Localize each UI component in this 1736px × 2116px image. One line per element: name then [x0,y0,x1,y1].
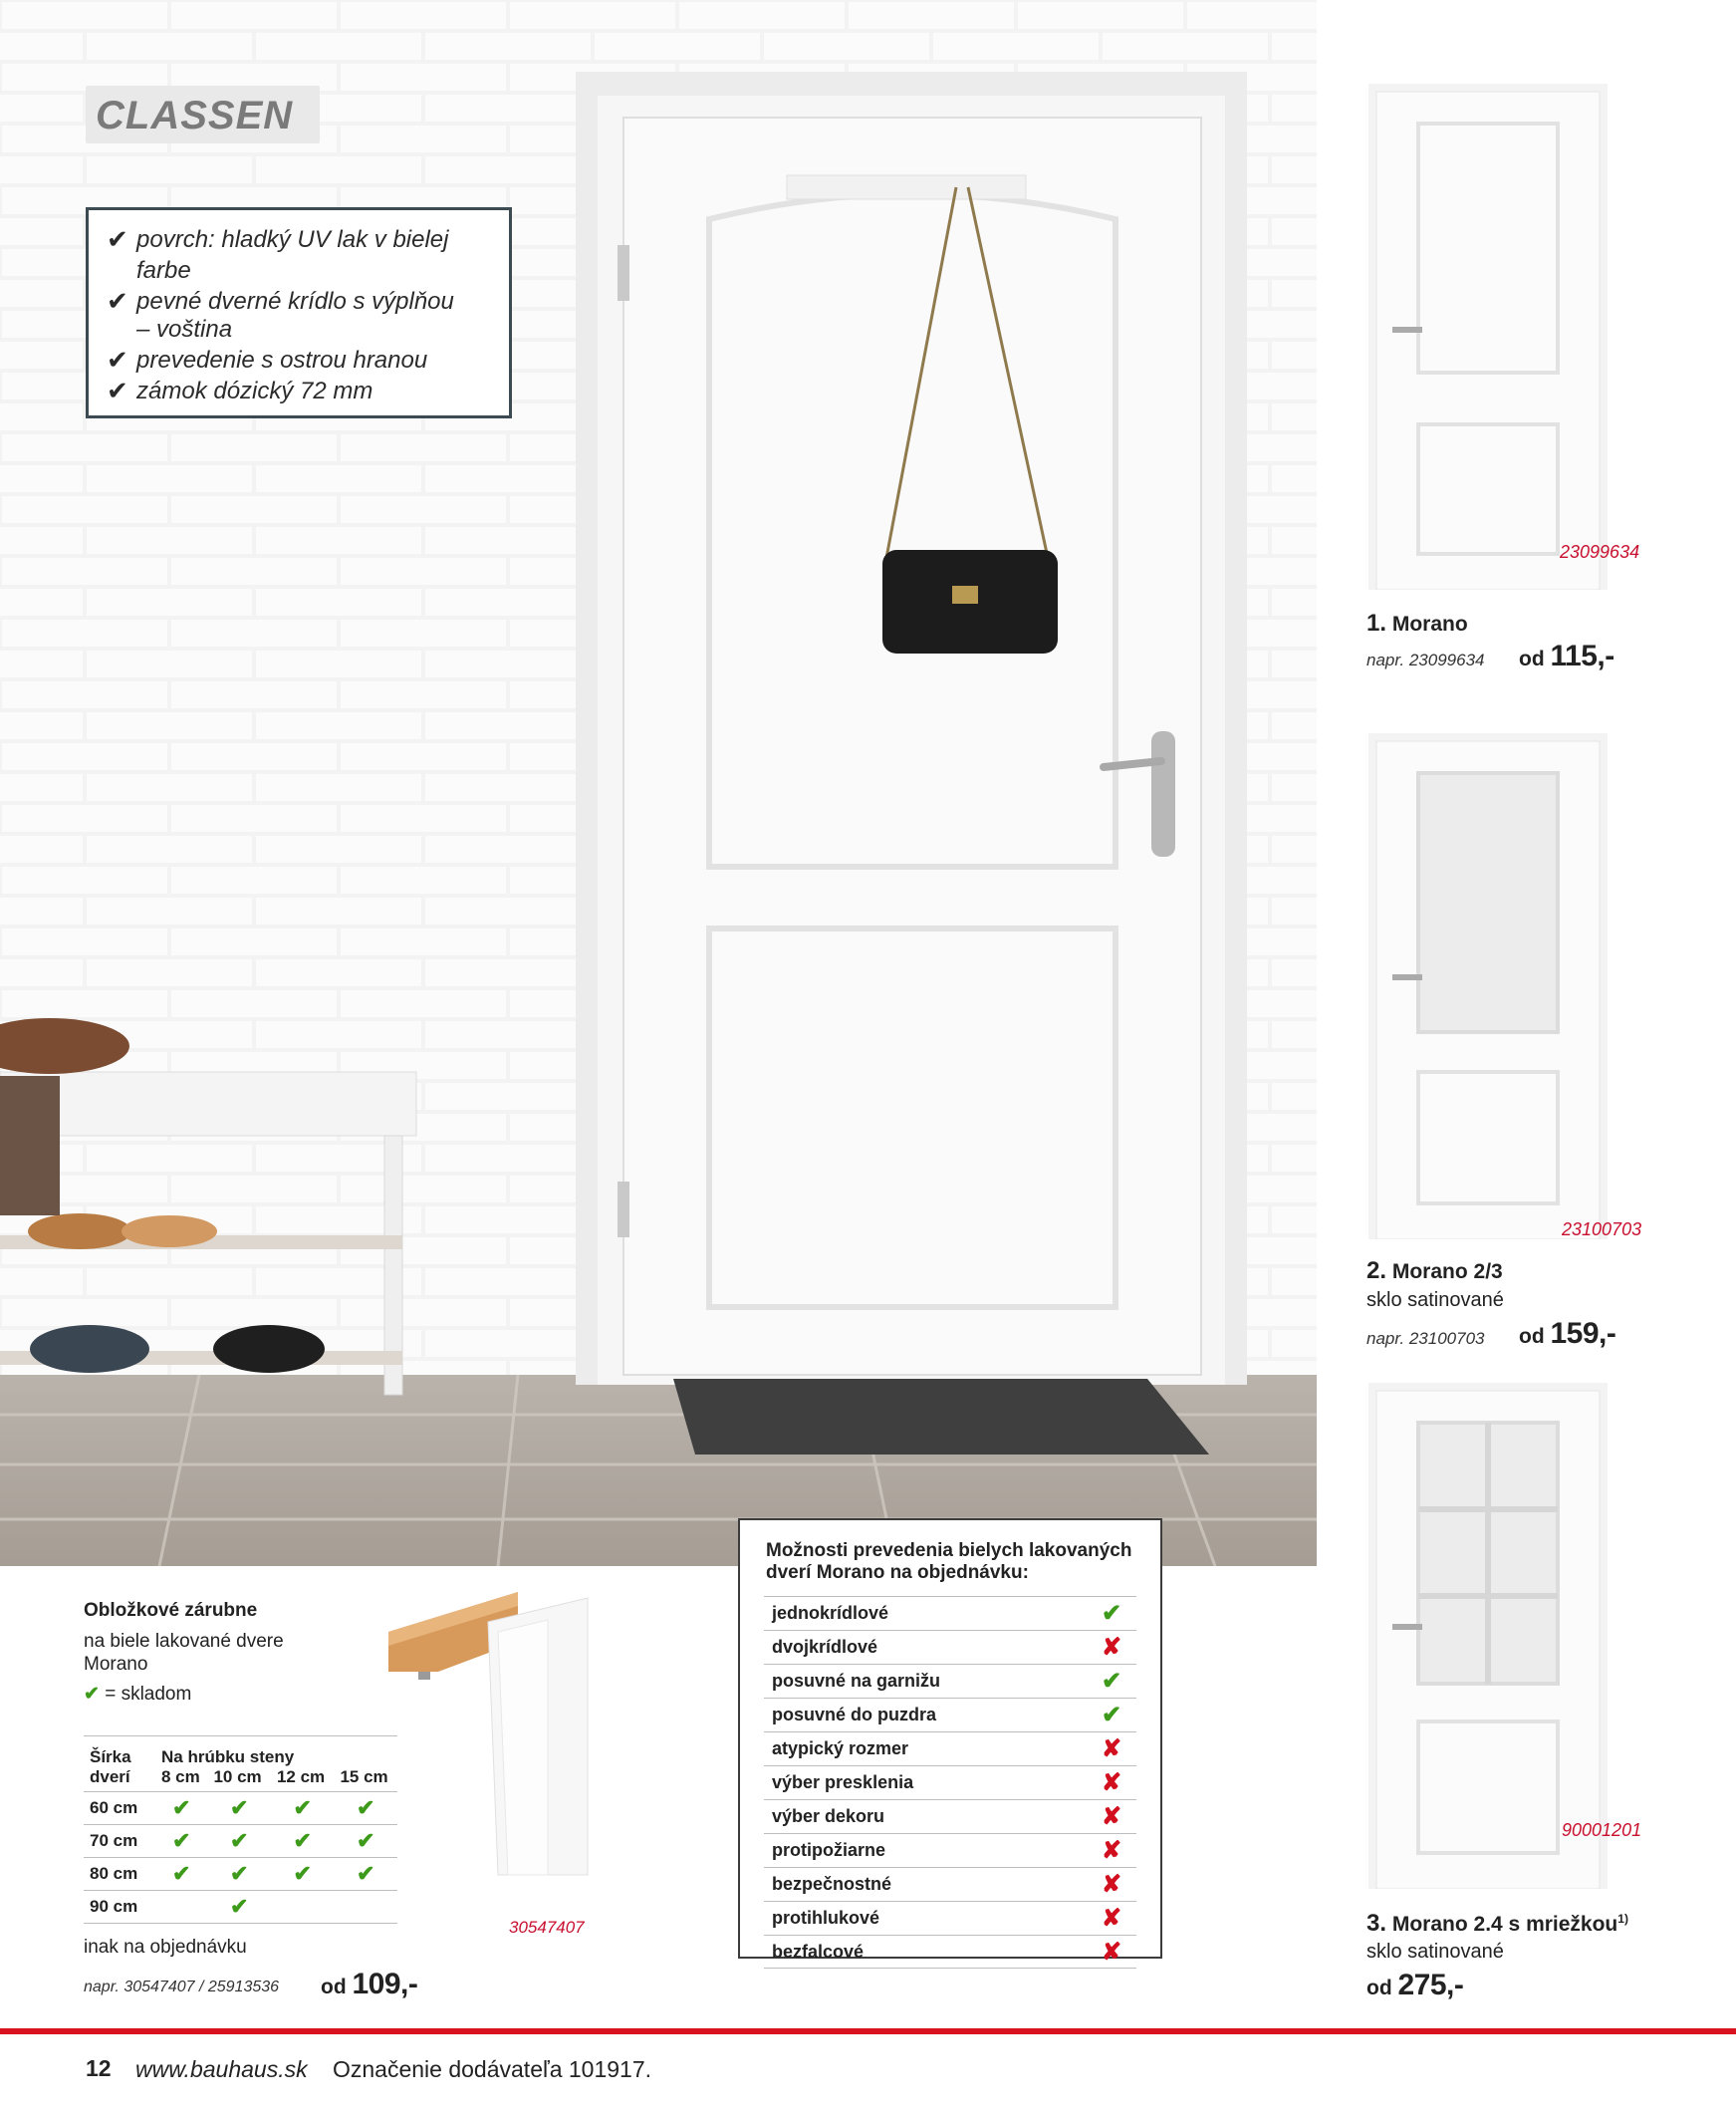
check-icon: ✔ [207,1858,271,1891]
product-1-napr: napr. 23099634 [1366,651,1485,669]
door-width-cell: 70 cm [84,1825,155,1858]
frames-price [321,1968,417,2001]
door-width-cell: 90 cm [84,1891,155,1924]
option-label: výber dekoru [772,1806,885,1826]
check-icon: ✔ [107,224,128,254]
product-3-title: Morano 2.4 s mriežkou [1391,1913,1618,1936]
thickness-header: 8 cm [161,1767,200,1786]
price-prefix: od [1519,648,1545,670]
table-row [84,1792,397,1825]
frames-subtitle: na biele lakované dvere [84,1631,284,1652]
thickness-header: 12 cm [276,1767,326,1786]
option-row [764,1867,1136,1901]
product-1-number: 1. [1366,610,1387,637]
door-frame-image [388,1592,598,1881]
cross-icon: ✘ [1101,1871,1122,1898]
check-icon: ✔ [271,1825,335,1858]
table-header-row [84,1739,397,1767]
check-icon: ✔ [84,1684,100,1705]
product-3-name [1366,1910,1628,1938]
logo-text: CLASSEN [96,94,294,137]
check-icon: ✔ [207,1891,271,1924]
option-label: posuvné na garnižu [772,1671,941,1691]
cross-icon: ✘ [1101,1837,1122,1864]
empty-cell [271,1891,335,1924]
thickness-header: 15 cm [340,1767,388,1786]
check-icon: ✔ [1101,1600,1122,1627]
check-icon: ✔ [155,1858,207,1891]
option-label: protihlukové [772,1908,880,1928]
check-icon: ✔ [334,1858,397,1891]
option-row [764,1901,1136,1935]
option-row [764,1833,1136,1867]
option-label: posuvné do puzdra [772,1705,937,1724]
feature-text: prevedenie s ostrou hranou [136,347,428,374]
product-2-napr: napr. 23100703 [1366,1329,1485,1348]
option-label: dvojkrídlové [772,1637,878,1657]
width-header: Šírka dverí [90,1747,131,1786]
product-3-image [1368,1383,1608,1889]
table-row [84,1891,397,1924]
product-1-price [1519,640,1614,673]
classen-logo [86,86,320,143]
cross-icon: ✘ [1101,1938,1122,1966]
price-prefix: od [321,1976,347,1998]
frame-code-tag: 30547407 [509,1918,585,1937]
product-3-number: 3. [1366,1910,1387,1937]
feature-item [107,345,495,376]
empty-cell [155,1891,207,1924]
options-list [764,1596,1136,1969]
table-row [84,1858,397,1891]
option-row [764,1630,1136,1664]
product-1-image [1368,84,1608,590]
option-row [764,1596,1136,1630]
frames-availability-table [84,1739,397,1924]
feature-text: povrch: hladký UV lak v bielej farbe [136,226,449,284]
cross-icon: ✘ [1101,1803,1122,1830]
features-box [86,207,512,418]
product-2-title: Morano 2/3 [1391,1260,1503,1283]
product-3-code-tag: 90001201 [1562,1820,1642,1840]
feature-text: zámok dózický 72 mm [136,378,373,404]
product-3-price [1366,1969,1463,2002]
cross-icon: ✘ [1101,1769,1122,1796]
price-value: 109,- [352,1968,418,2000]
table-rule [84,1735,397,1736]
check-icon: ✔ [334,1792,397,1825]
feature-item [107,286,495,317]
option-label: protipožiarne [772,1840,886,1860]
frames-other-note: inak na objednávku [84,1937,247,1958]
frames-table-body [84,1792,397,1924]
door-width-cell: 80 cm [84,1858,155,1891]
order-options-box [738,1518,1162,1966]
option-row [764,1664,1136,1698]
feature-item [107,224,495,286]
frames-napr: napr. 30547407 / 25913536 [84,1979,280,1995]
feature-item [107,376,495,406]
product-1-name [1366,610,1468,638]
check-icon: ✔ [107,345,128,375]
check-icon: ✔ [1101,1702,1122,1728]
option-row [764,1698,1136,1731]
feature-text: – voština [136,316,233,343]
price-value: 275,- [1397,1969,1464,2001]
product-2-number: 2. [1366,1257,1387,1284]
option-row [764,1935,1136,1969]
price-value: 159,- [1550,1317,1616,1350]
product-1-code-tag: 23099634 [1560,542,1640,562]
product-2-code-tag: 23100703 [1562,1219,1642,1239]
frames-subtitle: Morano [84,1654,148,1675]
cross-icon: ✘ [1101,1735,1122,1762]
product-2-name [1366,1257,1503,1285]
table-row [84,1825,397,1858]
check-icon: ✔ [107,376,128,405]
door-width-cell: 60 cm [84,1792,155,1825]
option-label: bezpečnostné [772,1874,892,1894]
feature-item-continuation [107,314,495,345]
price-prefix: od [1366,1977,1392,1999]
check-icon: ✔ [207,1792,271,1825]
check-icon: ✔ [1101,1668,1122,1695]
option-row [764,1731,1136,1765]
price-prefix: od [1519,1325,1545,1348]
empty-cell [334,1891,397,1924]
check-icon: ✔ [271,1792,335,1825]
thickness-group-header: Na hrúbku steny [161,1747,295,1766]
check-icon: ✔ [155,1792,207,1825]
check-icon: ✔ [107,286,128,316]
supplier-note: Označenie dodávateľa 101917. [333,2056,652,2082]
feature-text: pevné dverné krídlo s výplňou [136,288,454,315]
product-2-subtitle: sklo satinované [1366,1289,1504,1311]
frames-title: Obložkové zárubne [84,1600,258,1621]
price-value: 115,- [1550,640,1614,672]
product-3-footnote-mark: 1) [1617,1912,1628,1926]
options-title: Možnosti prevedenia bielych lakovaných dverí Morano na objednávku: [766,1540,1132,1583]
option-row [764,1799,1136,1833]
footer-divider [0,2028,1736,2034]
option-label: jednokrídlové [772,1603,889,1623]
thickness-header: 10 cm [213,1767,262,1786]
option-label: atypický rozmer [772,1738,909,1758]
frames-legend [84,1683,191,1706]
product-2-image [1368,733,1608,1239]
footer-url[interactable]: www.bauhaus.sk [135,2056,308,2082]
check-icon: ✔ [155,1825,207,1858]
option-row [764,1765,1136,1799]
product-2-price [1519,1317,1615,1351]
option-label: výber presklenia [772,1772,914,1792]
page-number: 12 [86,2055,112,2081]
check-icon: ✔ [334,1825,397,1858]
check-icon: ✔ [271,1858,335,1891]
legend-text: = skladom [105,1684,192,1705]
check-icon: ✔ [207,1825,271,1858]
product-1-title: Morano [1391,613,1468,636]
cross-icon: ✘ [1101,1634,1122,1661]
product-3-subtitle: sklo satinované [1366,1941,1504,1963]
option-label: bezfalcové [772,1941,865,1962]
cross-icon: ✘ [1101,1905,1122,1932]
